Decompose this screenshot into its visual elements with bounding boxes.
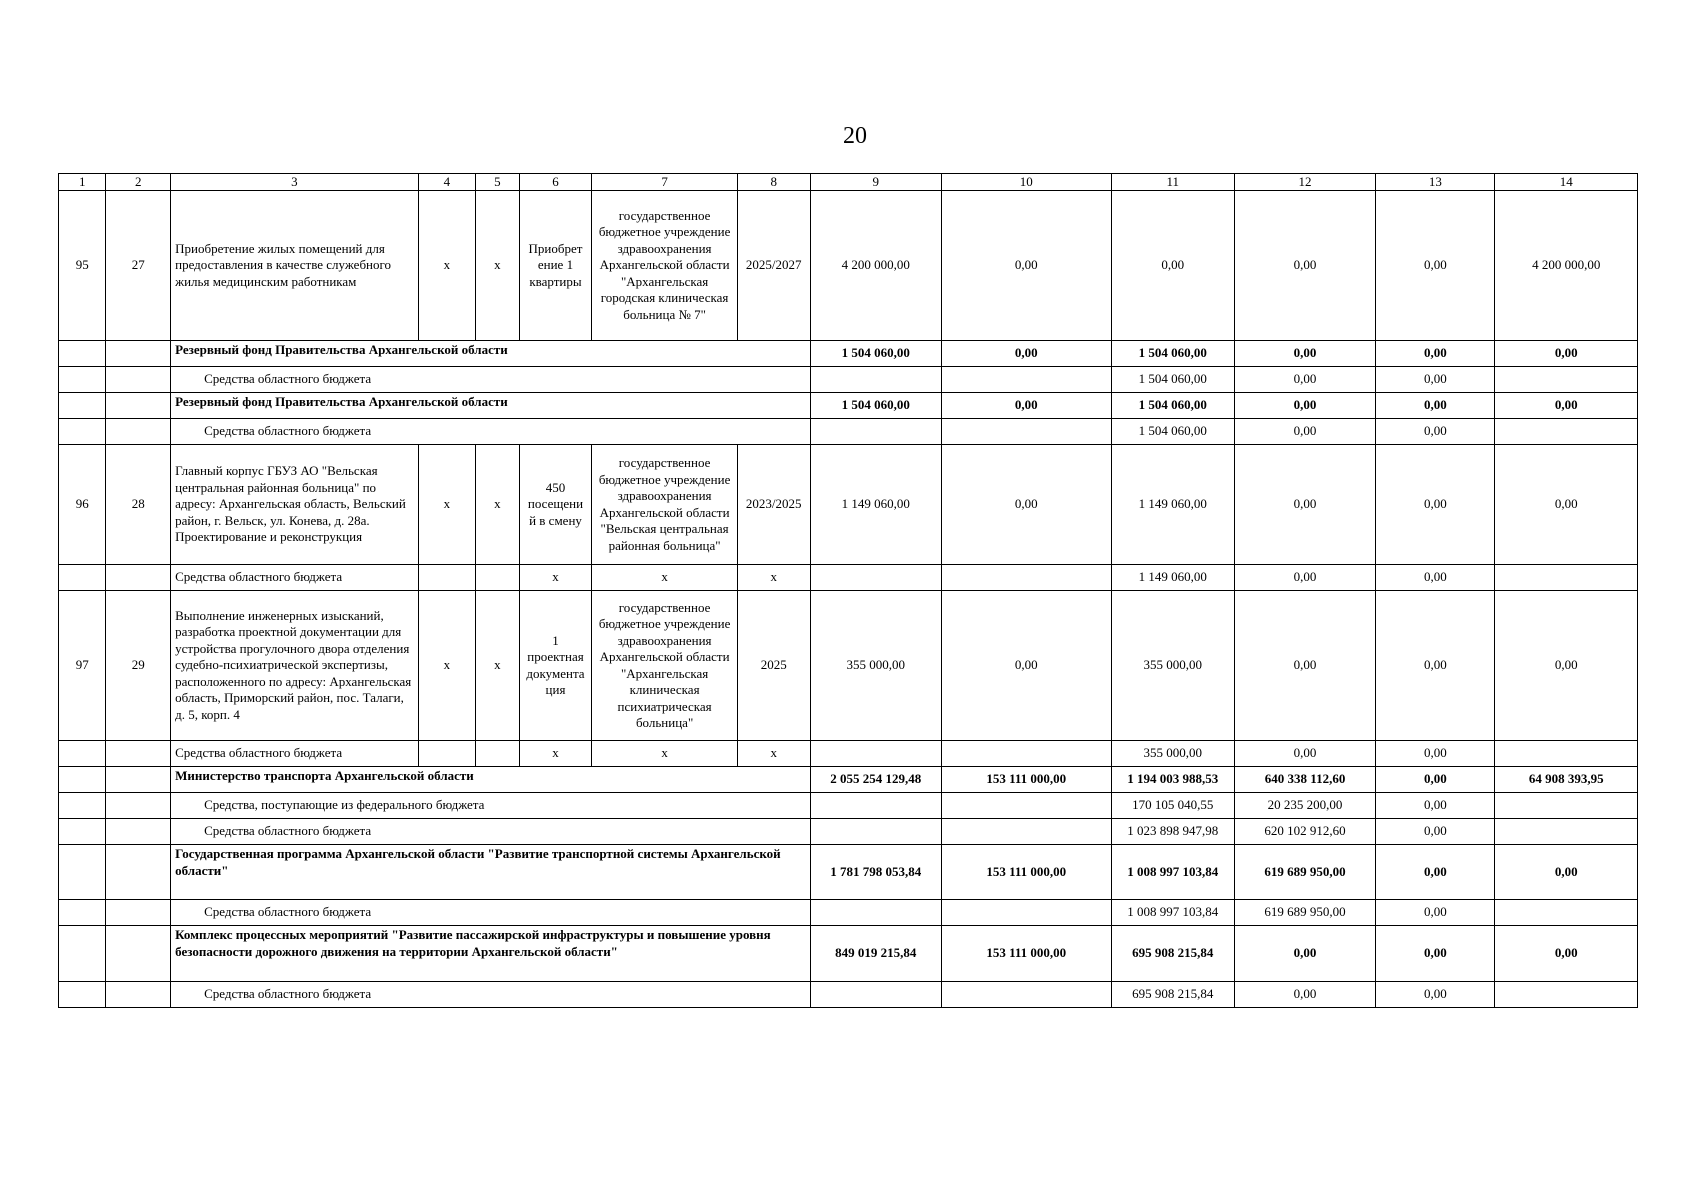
empty-cell: [59, 565, 106, 591]
cell-x: х: [476, 591, 519, 741]
amount-cell: 0,00: [1495, 341, 1638, 367]
empty-cell: [59, 367, 106, 393]
amount-cell: 1 504 060,00: [810, 341, 941, 367]
amount-cell: 4 200 000,00: [810, 191, 941, 341]
period: 2023/2025: [737, 445, 810, 565]
cell-x: х: [737, 565, 810, 591]
item-number: 27: [106, 191, 171, 341]
funding-source-label: Средства областного бюджета: [171, 565, 419, 591]
empty-cell: [59, 819, 106, 845]
section-row: [59, 767, 1638, 793]
amount-cell: 0,00: [1234, 419, 1375, 445]
section-title: Комплекс процессных мероприятий "Развитие пассажирской инфраструктуры и повышение уровня безопасности дорожного движения на территории Архангельской области": [171, 926, 810, 982]
section-row: [59, 926, 1638, 982]
budget-table: [58, 173, 1638, 1008]
customer: государственное бюджетное учреждение здравоохранения Архангельской области "Архангельская клиническая психиатрическая больница": [592, 591, 737, 741]
empty-cell: [1495, 741, 1638, 767]
section-row: [59, 341, 1638, 367]
col-header: 1: [59, 174, 106, 191]
amount-cell: 695 908 215,84: [1111, 926, 1234, 982]
period: 2025/2027: [737, 191, 810, 341]
amount-cell: 1 504 060,00: [810, 393, 941, 419]
amount-cell: 1 504 060,00: [1111, 341, 1234, 367]
amount-cell: 1 504 060,00: [1111, 367, 1234, 393]
col-header: 7: [592, 174, 737, 191]
amount-cell: 0,00: [1234, 741, 1375, 767]
amount-cell: 0,00: [1376, 591, 1495, 741]
amount-cell: 0,00: [1376, 419, 1495, 445]
amount-cell: 1 149 060,00: [810, 445, 941, 565]
empty-cell: [106, 819, 171, 845]
empty-cell: [59, 900, 106, 926]
amount-cell: 170 105 040,55: [1111, 793, 1234, 819]
cell-x: х: [592, 565, 737, 591]
amount-cell: 0,00: [1376, 191, 1495, 341]
empty-cell: [106, 767, 171, 793]
capacity: 1 проектная документа ция: [519, 591, 592, 741]
empty-cell: [1495, 819, 1638, 845]
amount-cell: 849 019 215,84: [810, 926, 941, 982]
empty-cell: [106, 793, 171, 819]
empty-cell: [810, 900, 941, 926]
amount-cell: 0,00: [1234, 445, 1375, 565]
amount-cell: 0,00: [1376, 341, 1495, 367]
amount-cell: 1 781 798 053,84: [810, 845, 941, 900]
amount-cell: 0,00: [941, 591, 1111, 741]
empty-cell: [59, 845, 106, 900]
empty-cell: [810, 419, 941, 445]
amount-cell: 0,00: [1495, 591, 1638, 741]
empty-cell: [106, 900, 171, 926]
object-name: Главный корпус ГБУЗ АО "Вельская центральная районная больница" по адресу: Архангельская область, Вельский район, г. Вельск, ул. Конева, д. 28а. Проектирование и реконструкция: [171, 445, 419, 565]
object-name: Приобретение жилых помещений для предоставления в качестве служебного жилья медицинским работникам: [171, 191, 419, 341]
amount-cell: 153 111 000,00: [941, 767, 1111, 793]
capacity: Приобрет ение 1 квартиры: [519, 191, 592, 341]
row-number: 97: [59, 591, 106, 741]
empty-cell: [59, 767, 106, 793]
amount-cell: 0,00: [1376, 982, 1495, 1008]
item-row: [59, 591, 1638, 741]
cell-x: х: [737, 741, 810, 767]
funding-source-row: [59, 367, 1638, 393]
amount-cell: 0,00: [1234, 565, 1375, 591]
amount-cell: 355 000,00: [810, 591, 941, 741]
amount-cell: 64 908 393,95: [1495, 767, 1638, 793]
empty-cell: [106, 393, 171, 419]
item-row: [59, 445, 1638, 565]
empty-cell: [476, 565, 519, 591]
amount-cell: 1 008 997 103,84: [1111, 900, 1234, 926]
empty-cell: [106, 845, 171, 900]
cell-x: х: [476, 445, 519, 565]
amount-cell: 20 235 200,00: [1234, 793, 1375, 819]
cell-x: х: [519, 741, 592, 767]
amount-cell: 0,00: [1495, 926, 1638, 982]
amount-cell: 640 338 112,60: [1234, 767, 1375, 793]
amount-cell: 153 111 000,00: [941, 926, 1111, 982]
amount-cell: 1 149 060,00: [1111, 445, 1234, 565]
amount-cell: 0,00: [1234, 367, 1375, 393]
empty-cell: [1495, 900, 1638, 926]
amount-cell: 0,00: [941, 445, 1111, 565]
page-number: 20: [843, 123, 867, 149]
section-title: Резервный фонд Правительства Архангельской области: [171, 341, 810, 367]
cell-x: х: [418, 191, 476, 341]
empty-cell: [941, 982, 1111, 1008]
amount-cell: 695 908 215,84: [1111, 982, 1234, 1008]
section-title: Министерство транспорта Архангельской области: [171, 767, 810, 793]
empty-cell: [1495, 367, 1638, 393]
empty-cell: [1495, 419, 1638, 445]
amount-cell: 0,00: [941, 341, 1111, 367]
amount-cell: 0,00: [1234, 926, 1375, 982]
amount-cell: 619 689 950,00: [1234, 900, 1375, 926]
amount-cell: 0,00: [1376, 900, 1495, 926]
amount-cell: 0,00: [1376, 819, 1495, 845]
empty-cell: [1495, 793, 1638, 819]
customer: государственное бюджетное учреждение здравоохранения Архангельской области "Вельская центральная районная больница": [592, 445, 737, 565]
empty-cell: [941, 900, 1111, 926]
col-header: 2: [106, 174, 171, 191]
funding-source-label: Средства областного бюджета: [171, 900, 810, 926]
amount-cell: 1 008 997 103,84: [1111, 845, 1234, 900]
amount-cell: 1 504 060,00: [1111, 419, 1234, 445]
amount-cell: 620 102 912,60: [1234, 819, 1375, 845]
empty-cell: [810, 367, 941, 393]
amount-cell: 1 504 060,00: [1111, 393, 1234, 419]
amount-cell: 4 200 000,00: [1495, 191, 1638, 341]
amount-cell: 0,00: [1234, 341, 1375, 367]
empty-cell: [941, 819, 1111, 845]
empty-cell: [59, 982, 106, 1008]
amount-cell: 2 055 254 129,48: [810, 767, 941, 793]
empty-cell: [476, 741, 519, 767]
empty-cell: [1495, 982, 1638, 1008]
funding-source-row: [59, 819, 1638, 845]
empty-cell: [810, 819, 941, 845]
empty-cell: [59, 793, 106, 819]
amount-cell: 0,00: [1111, 191, 1234, 341]
empty-cell: [418, 741, 476, 767]
col-header: 10: [941, 174, 1111, 191]
amount-cell: 0,00: [1376, 767, 1495, 793]
header-row: [59, 174, 1638, 191]
empty-cell: [106, 982, 171, 1008]
cell-x: х: [519, 565, 592, 591]
amount-cell: 0,00: [1234, 982, 1375, 1008]
funding-source-row: [59, 565, 1638, 591]
amount-cell: 355 000,00: [1111, 741, 1234, 767]
empty-cell: [106, 926, 171, 982]
empty-cell: [59, 341, 106, 367]
empty-cell: [810, 565, 941, 591]
cell-x: х: [476, 191, 519, 341]
amount-cell: 0,00: [1376, 741, 1495, 767]
funding-source-label: Средства областного бюджета: [171, 419, 810, 445]
empty-cell: [59, 926, 106, 982]
capacity: 450 посещени й в смену: [519, 445, 592, 565]
amount-cell: 1 149 060,00: [1111, 565, 1234, 591]
amount-cell: 153 111 000,00: [941, 845, 1111, 900]
amount-cell: 0,00: [1376, 367, 1495, 393]
empty-cell: [106, 419, 171, 445]
funding-source-label: Средства, поступающие из федерального бюджета: [171, 793, 810, 819]
col-header: 6: [519, 174, 592, 191]
row-number: 95: [59, 191, 106, 341]
empty-cell: [1495, 565, 1638, 591]
amount-cell: 0,00: [1234, 191, 1375, 341]
funding-source-row: [59, 793, 1638, 819]
empty-cell: [810, 741, 941, 767]
empty-cell: [106, 565, 171, 591]
empty-cell: [941, 565, 1111, 591]
col-header: 8: [737, 174, 810, 191]
amount-cell: 0,00: [1234, 393, 1375, 419]
col-header: 4: [418, 174, 476, 191]
empty-cell: [941, 367, 1111, 393]
funding-source-row: [59, 900, 1638, 926]
empty-cell: [810, 982, 941, 1008]
amount-cell: 0,00: [1376, 793, 1495, 819]
empty-cell: [106, 741, 171, 767]
empty-cell: [106, 341, 171, 367]
amount-cell: 1 194 003 988,53: [1111, 767, 1234, 793]
item-number: 29: [106, 591, 171, 741]
item-row: [59, 191, 1638, 341]
empty-cell: [941, 419, 1111, 445]
section-row: [59, 393, 1638, 419]
empty-cell: [59, 393, 106, 419]
section-title: Государственная программа Архангельской области "Развитие транспортной системы Архангельской области": [171, 845, 810, 900]
funding-source-row: [59, 419, 1638, 445]
col-header: 3: [171, 174, 419, 191]
amount-cell: 0,00: [1495, 845, 1638, 900]
col-header: 13: [1376, 174, 1495, 191]
empty-cell: [941, 741, 1111, 767]
col-header: 14: [1495, 174, 1638, 191]
cell-x: х: [592, 741, 737, 767]
empty-cell: [810, 793, 941, 819]
funding-source-label: Средства областного бюджета: [171, 741, 419, 767]
amount-cell: 619 689 950,00: [1234, 845, 1375, 900]
amount-cell: 355 000,00: [1111, 591, 1234, 741]
cell-x: х: [418, 445, 476, 565]
amount-cell: 1 023 898 947,98: [1111, 819, 1234, 845]
funding-source-row: [59, 982, 1638, 1008]
section-row: [59, 845, 1638, 900]
empty-cell: [106, 367, 171, 393]
amount-cell: 0,00: [1376, 845, 1495, 900]
col-header: 11: [1111, 174, 1234, 191]
amount-cell: 0,00: [941, 191, 1111, 341]
funding-source-label: Средства областного бюджета: [171, 367, 810, 393]
amount-cell: 0,00: [1376, 926, 1495, 982]
amount-cell: 0,00: [1495, 445, 1638, 565]
col-header: 9: [810, 174, 941, 191]
amount-cell: 0,00: [1495, 393, 1638, 419]
funding-source-label: Средства областного бюджета: [171, 819, 810, 845]
object-name: Выполнение инженерных изысканий, разработка проектной документации для устройства прогулочного двора отделения судебно-психиатрической экспертизы, расположенного по адресу: Архангельская область, Приморский район, пос. Талаги, д. 5, корп. 4: [171, 591, 419, 741]
empty-cell: [59, 741, 106, 767]
empty-cell: [59, 419, 106, 445]
row-number: 96: [59, 445, 106, 565]
amount-cell: 0,00: [941, 393, 1111, 419]
customer: государственное бюджетное учреждение здравоохранения Архангельской области "Архангельская городская клиническая больница № 7": [592, 191, 737, 341]
funding-source-label: Средства областного бюджета: [171, 982, 810, 1008]
amount-cell: 0,00: [1376, 393, 1495, 419]
amount-cell: 0,00: [1376, 445, 1495, 565]
col-header: 5: [476, 174, 519, 191]
amount-cell: 0,00: [1234, 591, 1375, 741]
section-title: Резервный фонд Правительства Архангельской области: [171, 393, 810, 419]
amount-cell: 0,00: [1376, 565, 1495, 591]
col-header: 12: [1234, 174, 1375, 191]
cell-x: х: [418, 591, 476, 741]
item-number: 28: [106, 445, 171, 565]
empty-cell: [418, 565, 476, 591]
empty-cell: [941, 793, 1111, 819]
period: 2025: [737, 591, 810, 741]
funding-source-row: [59, 741, 1638, 767]
